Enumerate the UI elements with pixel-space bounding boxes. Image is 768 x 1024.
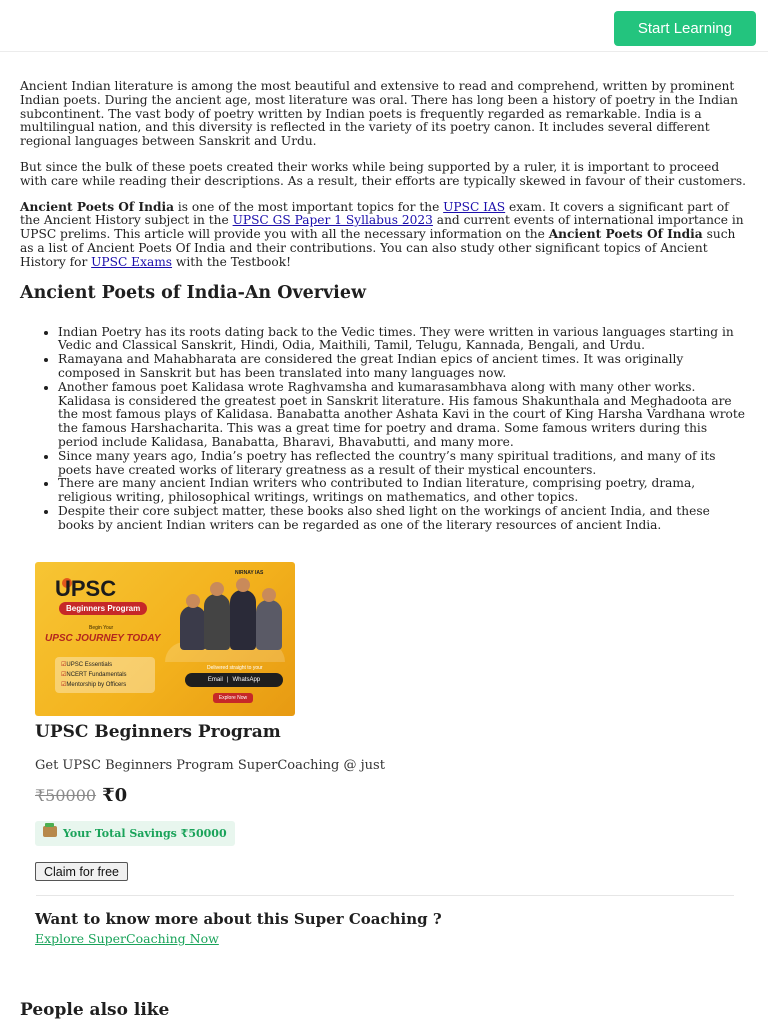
banner-begin: Begin Your [89,625,114,631]
paragraph-text: with the Testbook! [172,254,291,269]
intro-paragraph: Ancient Indian literature is among the most beautiful and extensive to read and comprehend, written by prominent Indian poets. During the ancient age, most literature was oral. There has long been a history of poetry in the Indian subcontinent. The vast body of poetry written by Indian poets is frequently regarded as remarkable. India is a multilingual nation, and this diversity is reflected in the variety of its poetry canon. It includes several different regional languages between Sanskrit and Urdu. [20,79,738,149]
program-title: UPSC Beginners Program [35,722,281,742]
caution-paragraph: But since the bulk of these poets created their works while being supported by a ruler, it is important to proceed with care while reading their descriptions. As a result, their efforts are typically skewed in favour of their customers. [20,159,747,188]
article-body [20,80,748,533]
program-subtitle: Get UPSC Beginners Program SuperCoaching @ just [35,758,385,773]
banner-journey: UPSC JOURNEY TODAY [45,633,161,644]
promo-banner-image[interactable] [35,562,295,716]
price-row [35,785,735,806]
start-learning-button[interactable]: Start Learning [614,11,756,46]
list-item: • Ramayana and Mahabharata are considered the great Indian epics of ancient times. It was originally composed in Sanskrit but has been translated into many languages now. [58,353,748,381]
list-item: • There are many ancient Indian writers who contributed to Indian literature, comprising poetry, drama, religious writing, philosophical writings, writings on mathematics, and other topics. [58,477,748,505]
topic-paragraph [20,201,748,270]
banner-brand: NIRNAY IAS [235,570,264,576]
savings-badge [35,821,235,846]
whatsapp-label: WhatsApp [232,677,261,683]
overview-heading: Ancient Poets of India-An Overview [20,282,367,303]
paragraph-text: is one of the most important topics for the [174,199,444,214]
syllabus-link[interactable]: UPSC GS Paper 1 Syllabus 2023 [232,213,433,228]
divider [36,895,734,896]
banner-logo: UPSC [55,576,117,601]
banner-checklist [55,657,155,693]
list-item: • Indian Poetry has its roots dating back to the Vedic times. They were written in various languages starting in Vedic and Classical Sanskrit, Hindi, Odia, Maithili, Tamil, Telugu, Kannada, Bengali, and Urdu. [58,326,748,354]
overview-list [20,326,748,533]
savings-text: Your Total Savings ₹50000 [63,826,227,840]
check-item: ☑ NCERT Fundamentals [61,670,149,680]
educators-photo [180,576,285,650]
supercoaching-card [35,562,735,947]
claim-free-button[interactable]: Claim for free [35,862,128,881]
upsc-exams-link[interactable]: UPSC Exams [91,254,173,269]
email-whatsapp-badge [185,673,283,687]
list-item: • Despite their core subject matter, these books also shed light on the workings of ancient India, and these books by ancient Indian writers can be regarded as one of the literary resources of ancient India. [58,505,748,533]
explore-supercoaching-link[interactable]: Explore SuperCoaching Now [35,931,219,946]
check-item: ☑ UPSC Essentials [61,660,149,670]
paragraph-text: exam. It covers a significant part of the Ancient History subject in the [20,199,729,228]
want-more-heading: Want to know more about this Super Coaching ? [35,910,442,928]
wallet-icon [43,826,57,837]
list-item: • Another famous poet Kalidasa wrote Raghvamsha and kumarasambhava along with many other works. Kalidasa is considered the greatest poet in Sanskrit literature. His famous Shakunthala and Meghadoota are the most famous plays of Kalidasa. Banabatta another Ashata Kavi in the court of King Harsha Vardhana wrote the famous Harshacharita. This was a great time for poetry and drama. Some famous writers during this period include Kalidasa, Banabatta, Bharavi, Bhavabutti, and many more. [58,381,748,450]
banner-pill: Beginners Program [59,602,147,615]
paragraph-text: and current events of international importance in UPSC prelims. This article will provide you with all the necessary information on the [20,213,744,242]
people-also-like-heading: People also like [20,1000,170,1020]
banner-explore: Explore Now [213,693,253,703]
banner-delivered: Delivered straight to your [207,665,263,671]
top-bar [0,0,768,52]
list-item: • Since many years ago, India’s poetry has reflected the country’s many spiritual traditions, and many of its poets have created works of literary greatness as a result of their mystical encounters. [58,450,748,478]
original-price: ₹50000 [35,786,97,805]
bold-topic: Ancient Poets Of India [20,199,175,214]
upsc-ias-link[interactable]: UPSC IAS [443,199,506,214]
discounted-price: ₹0 [102,785,128,806]
check-item: ☑ Mentorship by Officers [61,680,149,690]
bold-topic: Ancient Poets Of India [548,227,703,242]
email-label: Email [207,677,223,683]
separator: | [226,677,229,683]
paragraph-text: such as a list of Ancient Poets Of India and their contributions. You can also study other significant topics of Ancient History for [20,227,736,269]
